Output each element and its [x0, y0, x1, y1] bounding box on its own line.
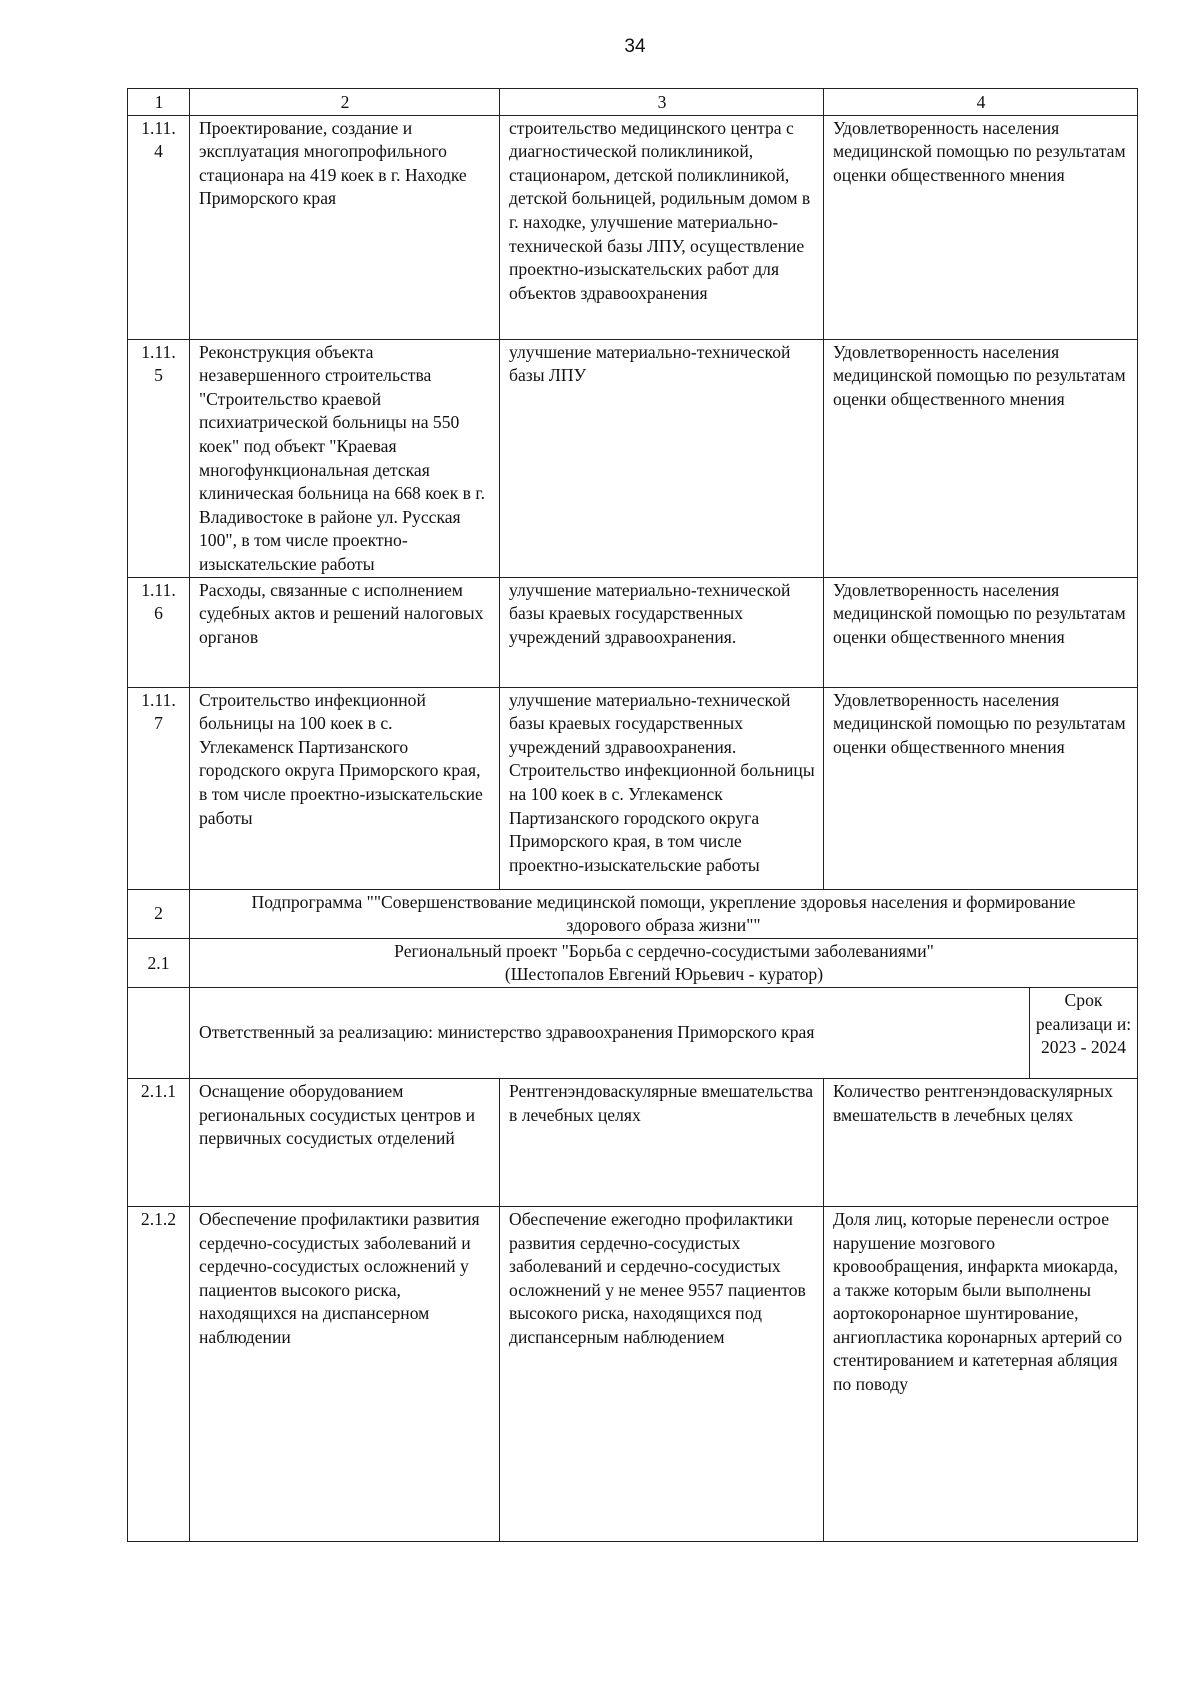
table-row — [128, 339, 1138, 577]
table-header-row — [128, 89, 1138, 116]
project-row — [128, 938, 1138, 987]
header-col-1: 1 — [128, 89, 190, 116]
project-number: 2.1 — [128, 938, 190, 987]
project-title-line-2: (Шестопалов Евгений Юрьевич - куратор) — [504, 964, 824, 985]
result-cell: строительство медицинского центра с диагностической поликлиникой, стационаром, детской поликлиникой, детской больницей, родильным домом в г. находке, улучшение материально-технической базы ЛПУ, осуществление проектно-изыскательских работ для объектов здравоохранения — [500, 115, 824, 339]
result-cell: улучшение материально-технической базы краевых государственных учреждений здравоохранения. — [500, 577, 824, 687]
table-row — [128, 1206, 1138, 1541]
responsible-cell — [190, 987, 1138, 1078]
result-cell: Рентгенэндоваскулярные вмешательства в лечебных целях — [500, 1078, 824, 1206]
header-col-3: 3 — [500, 89, 824, 116]
row-number: 1.11. 4 — [128, 115, 190, 339]
indicator-cell: Удовлетворенность населения медицинской помощью по результатам оценки общественного мнения — [824, 339, 1138, 577]
indicator-cell: Количество рентгенэндоваскулярных вмешательств в лечебных целях — [824, 1078, 1138, 1206]
result-cell: улучшение материально-технической базы краевых государственных учреждений здравоохранения. Строительство инфекционной больницы на 100 коек в с. Углекаменск Партизанского городского округа Приморского края, в том числе проектно-изыскательские работы — [500, 687, 824, 889]
measure-cell: Обеспечение профилактики развития сердечно-сосудистых заболеваний и сердечно-сосудистых осложнений у пациентов высокого риска, находящихся на диспансерном наблюдении — [190, 1206, 500, 1541]
measure-cell: Строительство инфекционной больницы на 100 коек в с. Углекаменск Партизанского городского округа Приморского края, в том числе проектно-изыскательские работы — [190, 687, 500, 889]
subprogram-number: 2 — [128, 889, 190, 938]
indicator-cell: Удовлетворенность населения медицинской помощью по результатам оценки общественного мнения — [824, 687, 1138, 889]
responsible-row — [128, 987, 1138, 1078]
table-row — [128, 577, 1138, 687]
header-col-4: 4 — [824, 89, 1138, 116]
page-number: 34 — [624, 36, 646, 57]
result-cell: Обеспечение ежегодно профилактики развития сердечно-сосудистых заболеваний и сердечно-сосудистых осложнений у не менее 9557 пациентов высокого риска, находящихся под диспансерным наблюдением — [500, 1206, 824, 1541]
implementation-term: Срок реализаци и: 2023 - 2024 — [1029, 988, 1137, 1078]
measure-cell: Расходы, связанные с исполнением судебных актов и решений налоговых органов — [190, 577, 500, 687]
subprogram-row — [128, 889, 1138, 938]
measure-cell: Реконструкция объекта незавершенного строительства "Строительство краевой психиатрической больницы на 550 коек" под объект "Краевая многофункциональная детская клиническая больница на 668 коек в г. Владивостоке в районе ул. Русская 100", в том числе проектно-изыскательские работы — [190, 339, 500, 577]
table-row — [128, 1078, 1138, 1206]
table-row — [128, 115, 1138, 339]
responsible-empty-cell — [128, 987, 190, 1078]
measure-cell: Оснащение оборудованием региональных сосудистых центров и первичных сосудистых отделений — [190, 1078, 500, 1206]
row-number: 2.1.1 — [128, 1078, 190, 1206]
project-title-line-1: Региональный проект "Борьба с сердечно-сосудистыми заболеваниями" — [394, 940, 934, 961]
row-number: 1.11. 5 — [128, 339, 190, 577]
program-table — [127, 88, 1138, 1542]
indicator-cell: Удовлетворенность населения медицинской помощью по результатам оценки общественного мнения — [824, 577, 1138, 687]
subprogram-title: Подпрограмма ""Совершенствование медицинской помощи, укрепление здоровья населения и формирование здорового образа жизни"" — [190, 889, 1138, 938]
indicator-cell: Доля лиц, которые перенесли острое нарушение мозгового кровообращения, инфаркта миокарда, а также которым были выполнены аортокоронарное шунтирование, ангиопластика коронарных артерий со стентированием и катетерная абляция по поводу — [824, 1206, 1138, 1541]
result-cell: улучшение материально-технической базы ЛПУ — [500, 339, 824, 577]
indicator-cell: Удовлетворенность населения медицинской помощью по результатам оценки общественного мнения — [824, 115, 1138, 339]
project-title — [190, 938, 1138, 987]
row-number: 1.11. 6 — [128, 577, 190, 687]
row-number: 1.11. 7 — [128, 687, 190, 889]
responsible-text: Ответственный за реализацию: министерство здравоохранения Приморского края — [199, 1022, 815, 1043]
table-row — [128, 687, 1138, 889]
measure-cell: Проектирование, создание и эксплуатация многопрофильного стационара на 419 коек в г. Находке Приморского края — [190, 115, 500, 339]
header-col-2: 2 — [190, 89, 500, 116]
row-number: 2.1.2 — [128, 1206, 190, 1541]
